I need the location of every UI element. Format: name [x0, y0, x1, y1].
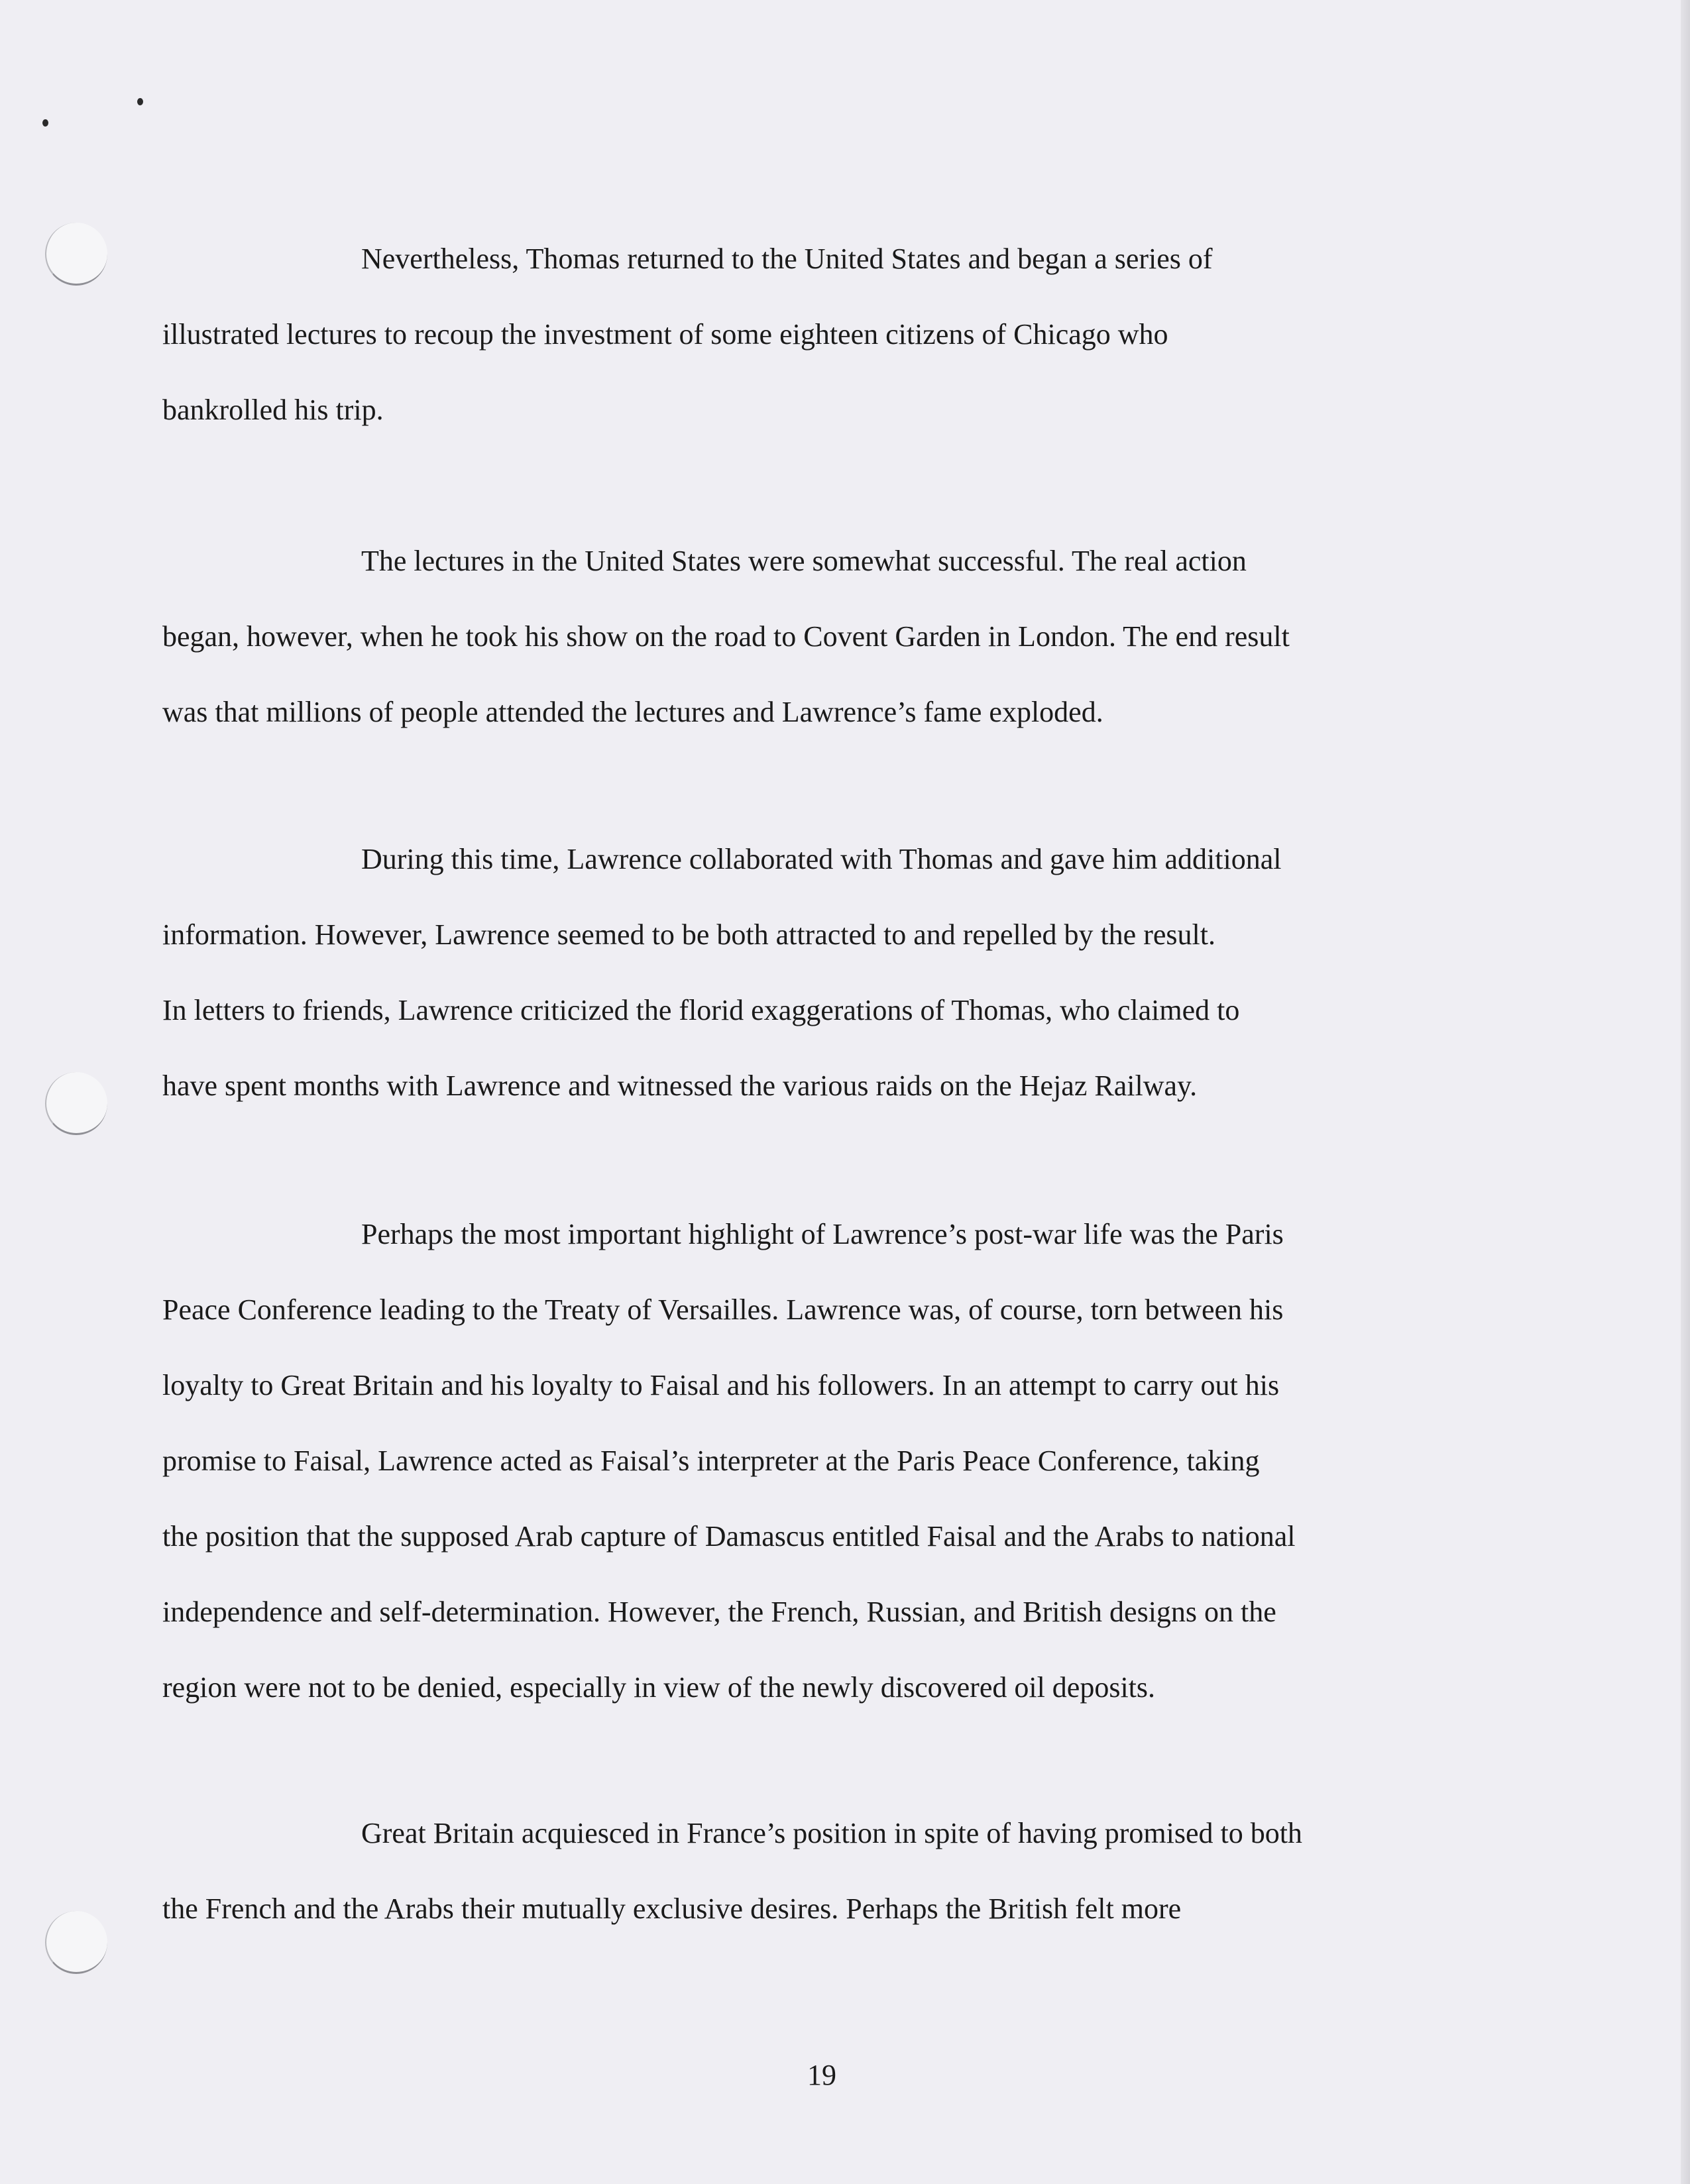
- binder-hole-top: [45, 223, 107, 286]
- paragraph-line: began, however, when he took his show on the road to Covent Garden in London. The end result: [162, 620, 1290, 653]
- ink-speck: [137, 98, 143, 105]
- paragraph-line: bankrolled his trip.: [162, 394, 384, 426]
- paragraph-line: the position that the supposed Arab capture of Damascus entitled Faisal and the Arabs to national: [162, 1520, 1296, 1553]
- paragraph-line: have spent months with Lawrence and witnessed the various raids on the Hejaz Railway.: [162, 1069, 1198, 1102]
- paragraph-5: [162, 1796, 1488, 1947]
- paragraph-line: Peace Conference leading to the Treaty of Versailles. Lawrence was, of course, torn between his: [162, 1293, 1284, 1326]
- paragraph-line: The lectures in the United States were somewhat successful. The real action: [361, 545, 1247, 577]
- paragraph-line: independence and self-determination. However, the French, Russian, and British designs on the: [162, 1596, 1276, 1628]
- paragraph-line: loyalty to Great Britain and his loyalty to Faisal and his followers. In an attempt to carry out his: [162, 1369, 1280, 1401]
- paragraph-line: region were not to be denied, especially in view of the newly discovered oil deposits.: [162, 1671, 1156, 1704]
- ink-speck: [42, 119, 48, 127]
- paragraph-2: [162, 523, 1488, 750]
- paragraph-line: the French and the Arabs their mutually exclusive desires. Perhaps the British felt more: [162, 1892, 1182, 1925]
- paragraph-4: [162, 1197, 1488, 1725]
- paragraph-3: [162, 822, 1488, 1124]
- paragraph-line: Perhaps the most important highlight of Lawrence’s post-war life was the Paris: [361, 1218, 1284, 1250]
- page-edge: [1681, 0, 1690, 2184]
- page-number: 19: [807, 2059, 836, 2091]
- paragraph-line: Nevertheless, Thomas returned to the United States and began a series of: [361, 243, 1213, 275]
- binder-hole-bottom: [45, 1911, 107, 1974]
- paragraph-1: [162, 221, 1488, 448]
- paragraph-line: During this time, Lawrence collaborated with Thomas and gave him additional: [361, 843, 1282, 875]
- paragraph-line: In letters to friends, Lawrence criticized the florid exaggerations of Thomas, who claimed to: [162, 994, 1240, 1026]
- paragraph-line: Great Britain acquiesced in France’s position in spite of having promised to both: [361, 1817, 1302, 1849]
- paragraph-line: promise to Faisal, Lawrence acted as Faisal’s interpreter at the Paris Peace Conference, taking: [162, 1445, 1260, 1477]
- paragraph-line: information. However, Lawrence seemed to be both attracted to and repelled by the result.: [162, 918, 1215, 951]
- paragraph-line: was that millions of people attended the lectures and Lawrence’s fame exploded.: [162, 696, 1103, 728]
- binder-hole-middle: [45, 1072, 107, 1135]
- paragraph-line: illustrated lectures to recoup the investment of some eighteen citizens of Chicago who: [162, 318, 1168, 351]
